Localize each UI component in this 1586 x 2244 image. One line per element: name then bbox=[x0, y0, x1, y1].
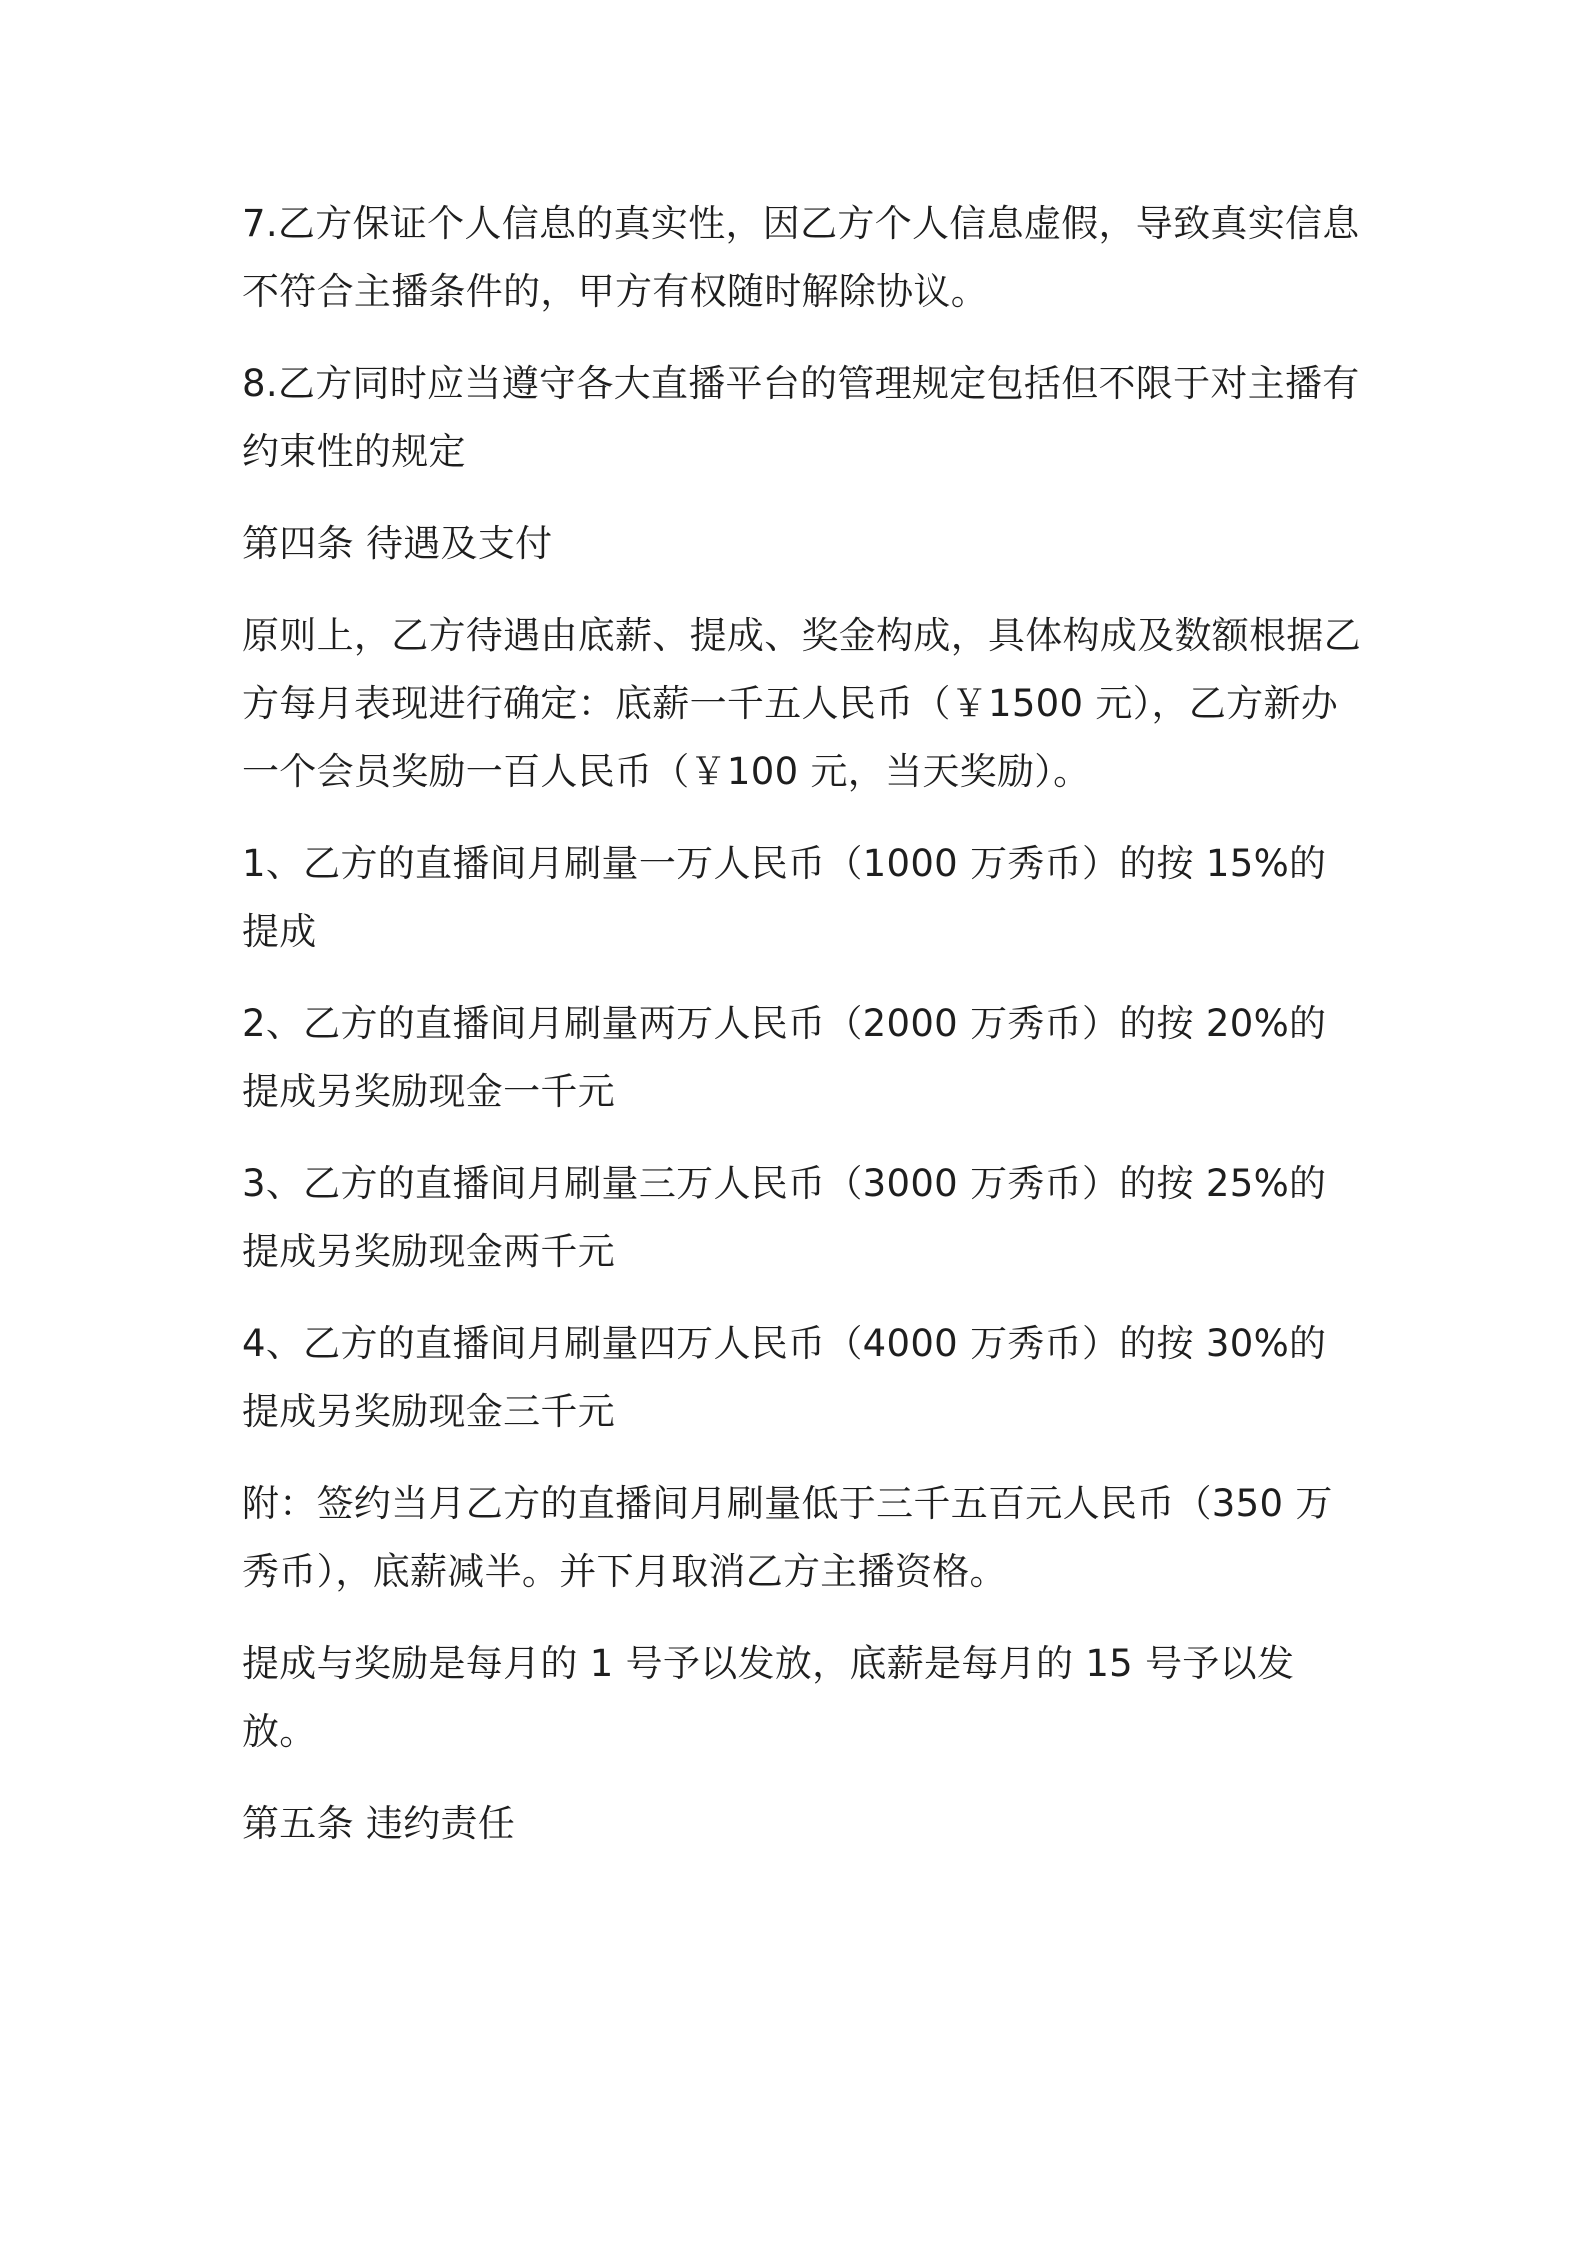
appendix-note-paragraph: 附：签约当月乙方的直播间月刷量低于三千五百元人民币（350 万秀币），底薪减半。并下月取消乙方主播资格。 bbox=[242, 1482, 1333, 1593]
commission-tier-3-paragraph: 3、乙方的直播间月刷量三万人民币（3000 万秀币）的按 25%的提成另奖励现金两千元 bbox=[242, 1162, 1327, 1273]
article-4-heading: 第四条 待遇及支付 bbox=[242, 522, 553, 565]
commission-tier-4-paragraph: 4、乙方的直播间月刷量四万人民币（4000 万秀币）的按 30%的提成另奖励现金三千元 bbox=[242, 1322, 1327, 1433]
payment-schedule-paragraph: 提成与奖励是每月的 1 号予以发放，底薪是每月的 15 号予以发放。 bbox=[242, 1642, 1295, 1753]
compensation-principle-paragraph: 原则上，乙方待遇由底薪、提成、奖金构成，具体构成及数额根据乙方每月表现进行确定：底薪一千五人民币（￥1500 元），乙方新办一个会员奖励一百人民币（￥100 元，当天奖励）。 bbox=[242, 614, 1361, 793]
commission-tier-2-paragraph: 2、乙方的直播间月刷量两万人民币（2000 万秀币）的按 20%的提成另奖励现金一千元 bbox=[242, 1002, 1327, 1113]
clause-7-paragraph: 7.乙方保证个人信息的真实性，因乙方个人信息虚假，导致真实信息不符合主播条件的，甲方有权随时解除协议。 bbox=[242, 202, 1360, 313]
document-body bbox=[242, 190, 1362, 1882]
clause-8-paragraph: 8.乙方同时应当遵守各大直播平台的管理规定包括但不限于对主播有约束性的规定 bbox=[242, 362, 1360, 473]
commission-tier-1-paragraph: 1、乙方的直播间月刷量一万人民币（1000 万秀币）的按 15%的提成 bbox=[242, 842, 1327, 953]
article-5-heading: 第五条 违约责任 bbox=[242, 1802, 516, 1845]
